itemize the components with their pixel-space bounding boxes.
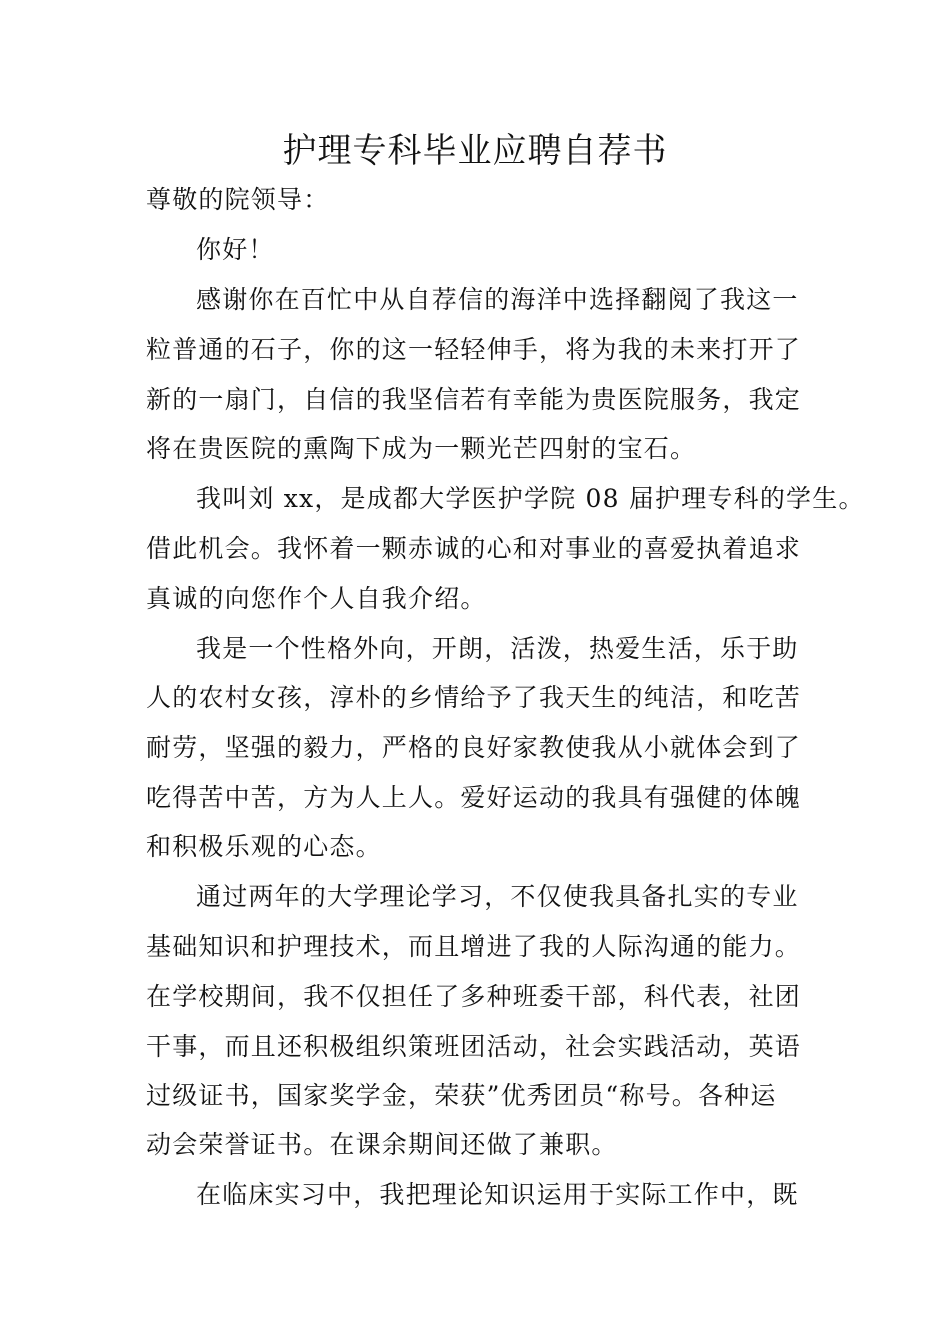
body-line: 粒普通的石子，你的这一轻轻伸手，将为我的未来打开了 <box>146 335 802 364</box>
body-line: 过级证书，国家奖学金，荣获”优秀团员“称号。各种运 <box>146 1081 777 1110</box>
body-line: 将在贵医院的熏陶下成为一颗光芒四射的宝石。 <box>146 434 697 463</box>
body-line: 我是一个性格外向，开朗，活泼，热爱生活，乐于助 <box>196 634 799 663</box>
body-line: 在学校期间，我不仅担任了多种班委干部，科代表，社团 <box>146 982 802 1011</box>
document-title: 护理专科毕业应聘自荐书 <box>282 131 668 171</box>
body-line: 借此机会。我怀着一颗赤诚的心和对事业的喜爱执着追求 <box>146 534 802 563</box>
body-line: 干事，而且还积极组织策班团活动，社会实践活动，英语 <box>146 1032 802 1061</box>
body-line: 基础知识和护理技术，而且增进了我的人际沟通的能力。 <box>146 932 802 961</box>
body-line: 感谢你在百忙中从自荐信的海洋中选择翻阅了我这一 <box>196 285 799 314</box>
body-line: 耐劳，坚强的毅力，严格的良好家教使我从小就体会到了 <box>146 733 802 762</box>
body-line: 通过两年的大学理论学习，不仅使我具备扎实的专业 <box>196 882 799 911</box>
body-line: 吃得苦中苦，方为人上人。爱好运动的我具有强健的体魄 <box>146 783 802 812</box>
body-line: 新的一扇门，自信的我坚信若有幸能为贵医院服务，我定 <box>146 385 802 414</box>
greeting-line: 你好！ <box>196 235 275 264</box>
body-line: 真诚的向您作个人自我介绍。 <box>146 584 487 613</box>
body-line: 在临床实习中，我把理论知识运用于实际工作中，既 <box>196 1180 799 1209</box>
body-line: 人的农村女孩，淳朴的乡情给予了我天生的纯洁，和吃苦 <box>146 683 802 712</box>
salutation-line: 尊敬的院领导： <box>146 185 330 214</box>
body-line: 我叫刘 xx，是成都大学医护学院 08 届护理专科的学生。 <box>196 484 865 513</box>
body-line: 和积极乐观的心态。 <box>146 832 382 861</box>
body-line: 动会荣誉证书。在课余期间还做了兼职。 <box>146 1130 618 1159</box>
